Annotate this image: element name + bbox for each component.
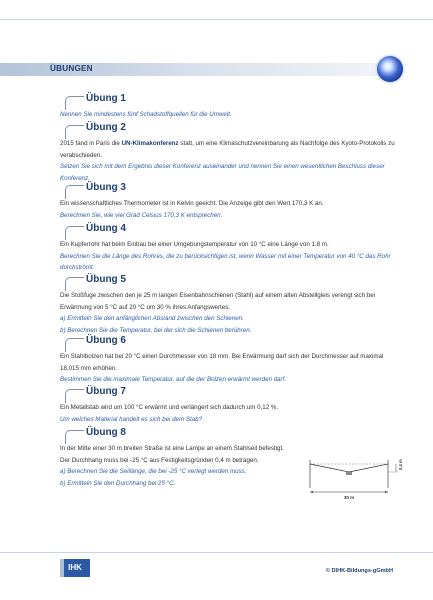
bracket-icon [65, 125, 84, 139]
exercise-task: Bestimmen Sie die maximale Temperatur, auf die der Bolzen erwärmt werden darf. [60, 376, 287, 383]
exercise-title: Übung 1 [86, 93, 126, 104]
bottom-rule [0, 552, 433, 553]
section-header-band [0, 63, 385, 76]
exercise-text: Ein Kupferrohr hat beim Einbau bei einer Umgebungstemperatur von 10 °C eine Länge von 1,8 m. [60, 241, 329, 248]
bracket-icon [65, 389, 84, 403]
exercise-7 [60, 388, 400, 425]
bracket-icon [65, 277, 84, 291]
bracket-icon [65, 338, 84, 352]
street-lamp-diagram [300, 458, 420, 500]
bracket-icon [65, 185, 84, 199]
bracket-icon [65, 96, 84, 110]
exercise-task: Berechnen Sie, wie viel Grad Celsius 170,3 K entsprechen. [60, 211, 223, 219]
cable [310, 464, 388, 472]
exercise-subtask-b: b) Ermitteln Sie den Durchhang bei 25 °C. [60, 479, 176, 487]
exercise-4 [60, 225, 400, 274]
un-conference-term: UN-Klimakonferenz [121, 140, 179, 147]
exercise-subtask-a: a) Berechnen Sie die Seillänge, die bei -25 °C verlegt werden muss. [60, 468, 247, 475]
exercise-title: Übung 6 [86, 335, 126, 346]
exercise-2 [60, 124, 400, 184]
exercise-task: Berechnen Sie die Länge des Rohres, die zu berücksichtigen ist, wenn Wasser mit einer Temperatur von 40 °C das Rohr durchströmt. [60, 252, 391, 271]
exercise-title: Übung 3 [86, 182, 126, 193]
exercise-text: Ein Metallstab wird um 100 °C erwärmt und verlängert sich dadurch um 0,12 %. [60, 404, 279, 411]
sag-label: 0,4 m [398, 459, 403, 470]
exercise-8 [60, 429, 290, 489]
section-title: ÜBUNGEN [50, 64, 93, 73]
exercise-subtask-a: a) Ermitteln Sie den anfänglichen Abstand zwischen den Schienen. [60, 315, 244, 322]
exercise-task: Setzen Sie sich mit dem Ergebnis dieser Konferenz auseinander und nennen Sie einen wesentlichen Beschluss dieser Konferenz. [60, 163, 385, 182]
exercise-text: In der Mitte einer 30 m breiten Straße ist eine Lampe an einem Stahlseil befestigt. Der Durchhang muss bei -25 °C aus Festigkeitsgründen 0,4 m betragen. [60, 445, 284, 464]
exercise-title: Übung 4 [86, 223, 126, 234]
exercise-text: 2015 fand in Paris die UN-Klimakonferenz statt, um eine Klimaschutzvereinbarung als Nachfolge des Kyoto-Protokolls zu verabschieden. [60, 140, 395, 159]
exercise-task: Um welches Material handelt es sich bei dem Stab? [60, 415, 203, 423]
top-rule [0, 19, 433, 20]
width-label: 30 m [343, 495, 355, 500]
exercise-title: Übung 5 [86, 274, 126, 285]
exercise-subtask-b: b) Berechnen Sie die Temperatur, bei der sich die Schienen berühren. [60, 326, 252, 334]
ihk-logo: IHK [60, 559, 90, 577]
exercise-task: Nennen Sie mindestens fünf Schadstoffquellen für die Umwelt. [60, 111, 232, 118]
exercise-title: Übung 2 [86, 122, 126, 133]
copyright-text: © DIHK-Bildungs-gGmbH [325, 568, 393, 574]
exercise-3 [60, 184, 400, 221]
exercise-title: Übung 7 [86, 386, 126, 397]
exercise-text: Ein wissenschaftliches Thermometer ist in Kelvin geeicht. Die Anzeige gibt den Wert 170,3 K an. [60, 200, 324, 207]
exercise-text: Die Stoßfuge zwischen den je 25 m langen Eisenbahnschienen (Stahl) auf einem alten Abstellgleis verengt sich bei Erwärmung von 5 °C auf 20 °C um 30 % ihres Anfangswertes. [60, 292, 376, 311]
exercise-5 [60, 276, 400, 336]
decorative-orb-icon [377, 56, 403, 82]
exercise-text: Ein Stahlbolzen hat bei 20 °C einen Durchmesser von 18 mm. Bei Erwärmung darf sich der Durchmesser auf maximal 18,015 mm erhöhen. [60, 353, 384, 372]
exercise-1 [60, 95, 400, 121]
bracket-icon [65, 430, 84, 444]
lamp-icon [346, 472, 352, 475]
bracket-icon [65, 226, 84, 240]
exercise-6 [60, 337, 400, 386]
exercise-title: Übung 8 [86, 427, 126, 438]
